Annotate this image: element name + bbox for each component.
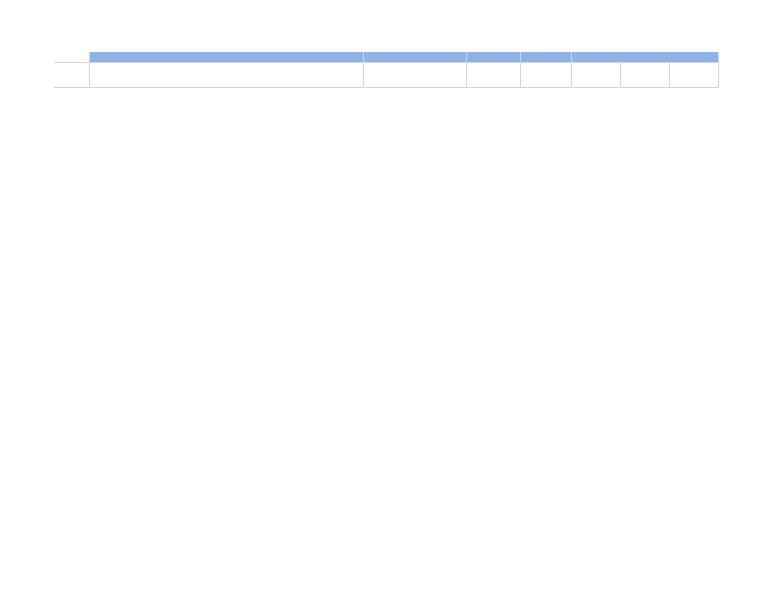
header-blank-cell[interactable] [521,52,572,63]
empty-cell[interactable] [670,63,719,88]
course-name-header[interactable] [90,63,364,88]
column-header-row [54,63,719,88]
empty-cell[interactable] [621,63,670,88]
header-blank-cell[interactable] [467,52,521,63]
header-blank-cell[interactable] [572,52,719,63]
header-blank-cell[interactable] [364,52,467,63]
empty-cell[interactable] [572,63,621,88]
sheet-title[interactable] [90,52,364,63]
deadline-header[interactable] [467,63,521,88]
office-hours-header[interactable] [521,63,572,88]
platform-date-header[interactable] [364,63,467,88]
sheet-code[interactable] [54,52,90,63]
title-row [54,52,719,63]
courses-header[interactable] [54,63,90,88]
